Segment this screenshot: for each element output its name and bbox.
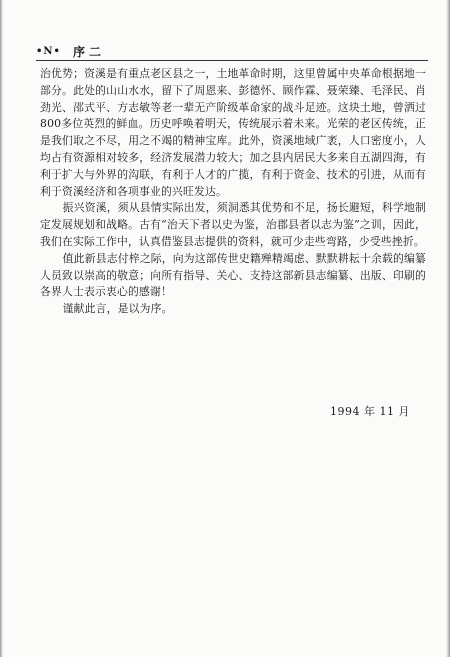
body-text bbox=[40, 66, 426, 318]
scan-edge-left bbox=[0, 0, 3, 657]
header-rule bbox=[36, 60, 428, 61]
paragraph: 值此新县志付梓之际，向为这部传世史籍殚精竭虑、默默耕耘十余载的编纂人员致以崇高的敬意；向所有指导、关心、支持这部新县志编纂、出版、印刷的各界人士表示衷心的感谢！ bbox=[40, 251, 426, 299]
paragraph-closing: 谨献此言，是以为序。 bbox=[62, 302, 173, 316]
paragraph-continued: 治优势；资溪是有重点老区县之一，土地革命时期，这里曾属中央革命根据地一部分。此处的山山水水，留下了周恩来、彭德怀、顾作霖、聂荣臻、毛泽民、肖劲光、邵式平、方志敏等老一辈无产阶级革命家的战斗足迹。这块土地，曾洒过800多位英烈的鲜血。历史呼唤着明天，传统展示着未来。光荣的老区传统，正是我们取之不尽，用之不竭的精神宝库。此外，资溪地域广袤，人口密度小，人均占有资源相对较多，经济发展潜力较大；加之县内居民大多来自五湖四海，有利于扩大与外界的沟联，有利于人才的广揽，有利于资金、技术的引进，从而有利于资溪经济和各项事业的兴旺发达。 bbox=[40, 67, 426, 198]
signature-date: 1994 年 11 月 bbox=[330, 405, 410, 418]
section-title: 序二 bbox=[72, 45, 105, 59]
scan-edge-right bbox=[446, 0, 450, 657]
paragraph: 振兴资溪，须从县情实际出发，须洞悉其优势和不足，扬长避短，科学地制定发展规划和战略。古有“治天下者以史为鉴，治郡县者以志为鉴”之训，因此，我们在实际工作中，认真借鉴县志提供的资料，就可少走些弯路，少受些挫折。 bbox=[40, 201, 426, 248]
page-header bbox=[36, 43, 426, 60]
page-number: •N• bbox=[36, 46, 61, 57]
